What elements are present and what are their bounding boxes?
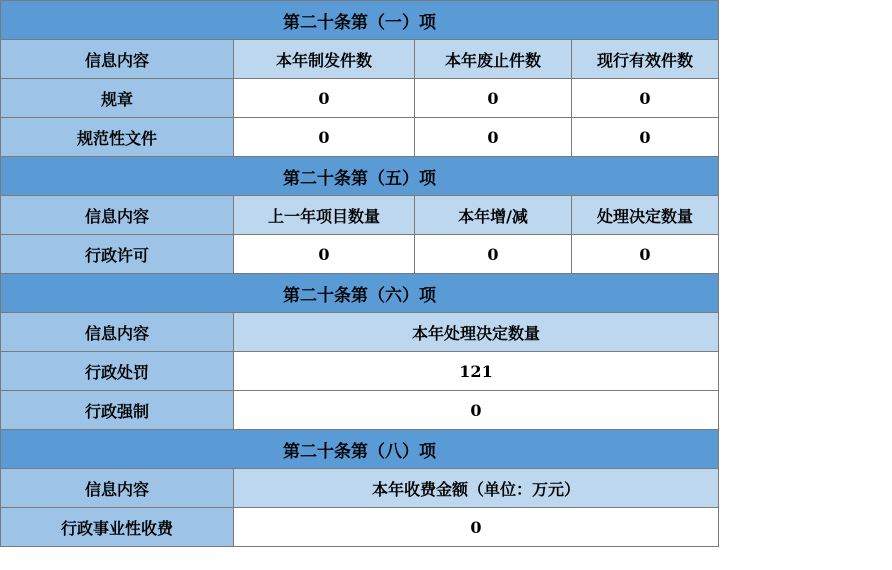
value-cell: 0 bbox=[415, 235, 572, 274]
header-cell: 信息内容 bbox=[1, 40, 234, 79]
section-title-row bbox=[1, 430, 719, 469]
table-row bbox=[1, 391, 719, 430]
header-cell: 本年处理决定数量 bbox=[234, 313, 719, 352]
header-row bbox=[1, 196, 719, 235]
header-row bbox=[1, 313, 719, 352]
value-cell: 0 bbox=[234, 79, 415, 118]
section-title-row bbox=[1, 157, 719, 196]
header-cell: 信息内容 bbox=[1, 196, 234, 235]
header-cell: 上一年项目数量 bbox=[234, 196, 415, 235]
value-cell: 0 bbox=[234, 118, 415, 157]
value-cell: 0 bbox=[234, 508, 719, 547]
header-cell: 信息内容 bbox=[1, 469, 234, 508]
row-label: 规范性文件 bbox=[1, 118, 234, 157]
value-cell: 0 bbox=[572, 235, 719, 274]
header-cell: 处理决定数量 bbox=[572, 196, 719, 235]
table-row bbox=[1, 118, 719, 157]
row-label: 行政事业性收费 bbox=[1, 508, 234, 547]
row-label: 规章 bbox=[1, 79, 234, 118]
value-cell: 121 bbox=[234, 352, 719, 391]
header-row bbox=[1, 40, 719, 79]
value-cell: 0 bbox=[572, 79, 719, 118]
section-title: 第二十条第（六）项 bbox=[1, 274, 719, 313]
section-title: 第二十条第（八）项 bbox=[1, 430, 719, 469]
header-cell: 信息内容 bbox=[1, 313, 234, 352]
section-title: 第二十条第（五）项 bbox=[1, 157, 719, 196]
value-cell: 0 bbox=[415, 79, 572, 118]
value-cell: 0 bbox=[415, 118, 572, 157]
row-label: 行政处罚 bbox=[1, 352, 234, 391]
table-row bbox=[1, 508, 719, 547]
table-row bbox=[1, 235, 719, 274]
section-title-row bbox=[1, 1, 719, 40]
table-row bbox=[1, 352, 719, 391]
value-cell: 0 bbox=[234, 391, 719, 430]
row-label: 行政许可 bbox=[1, 235, 234, 274]
header-row bbox=[1, 469, 719, 508]
section-title-row bbox=[1, 274, 719, 313]
row-label: 行政强制 bbox=[1, 391, 234, 430]
header-cell: 本年收费金额（单位：万元） bbox=[234, 469, 719, 508]
value-cell: 0 bbox=[234, 235, 415, 274]
header-cell: 本年废止件数 bbox=[415, 40, 572, 79]
table-row bbox=[1, 79, 719, 118]
header-cell: 本年增/减 bbox=[415, 196, 572, 235]
header-cell: 现行有效件数 bbox=[572, 40, 719, 79]
header-cell: 本年制发件数 bbox=[234, 40, 415, 79]
section-title: 第二十条第（一）项 bbox=[1, 1, 719, 40]
value-cell: 0 bbox=[572, 118, 719, 157]
